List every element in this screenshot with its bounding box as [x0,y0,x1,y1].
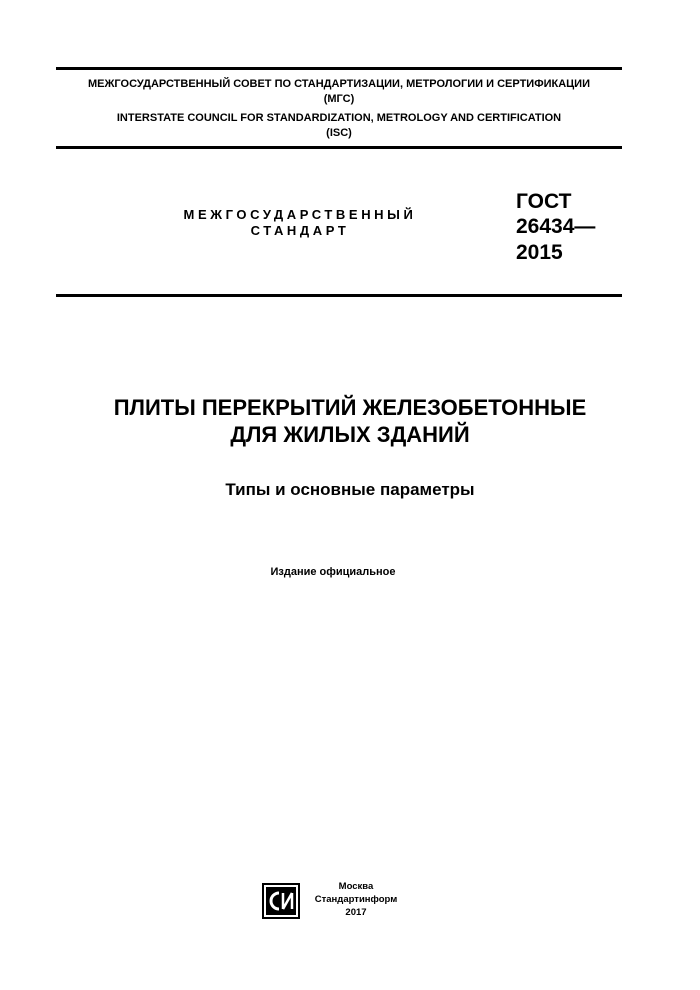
gost-number: 26434— [516,215,596,238]
council-en-abbr: (ISC) [326,127,352,139]
top-rule [56,67,622,70]
designation-bottom-rule [56,294,622,297]
council-en-line1: INTERSTATE COUNCIL FOR STANDARDIZATION, METROLOGY AND CERTIFICATION [116,112,562,124]
council-ru-abbr: (МГС) [323,93,355,105]
publisher-year: 2017 [345,907,367,918]
standard-kind-line2: СТАНДАРТ [250,223,350,238]
document-subtitle: Типы и основные параметры [225,480,475,499]
publisher-name: Стандартинформ [314,894,398,905]
gost-label: ГОСТ [516,190,572,213]
standard-kind-line1: МЕЖГОСУДАРСТВЕННЫЙ [183,207,417,222]
document-title-line1: ПЛИТЫ ПЕРЕКРЫТИЙ ЖЕЛЕЗОБЕТОННЫЕ [113,395,587,420]
header-bottom-rule [56,146,622,149]
council-ru-line1: МЕЖГОСУДАРСТВЕННЫЙ СОВЕТ ПО СТАНДАРТИЗАЦИИ, МЕТРОЛОГИИ И СЕРТИФИКАЦИИ [87,78,590,90]
publisher-city: Москва [338,881,374,892]
edition-label: Издание официальное [270,566,396,578]
publisher-info [306,880,406,919]
standartinform-logo-icon [261,882,301,920]
gost-year: 2015 [516,241,563,264]
document-title-line2: ДЛЯ ЖИЛЫХ ЗДАНИЙ [230,422,470,447]
